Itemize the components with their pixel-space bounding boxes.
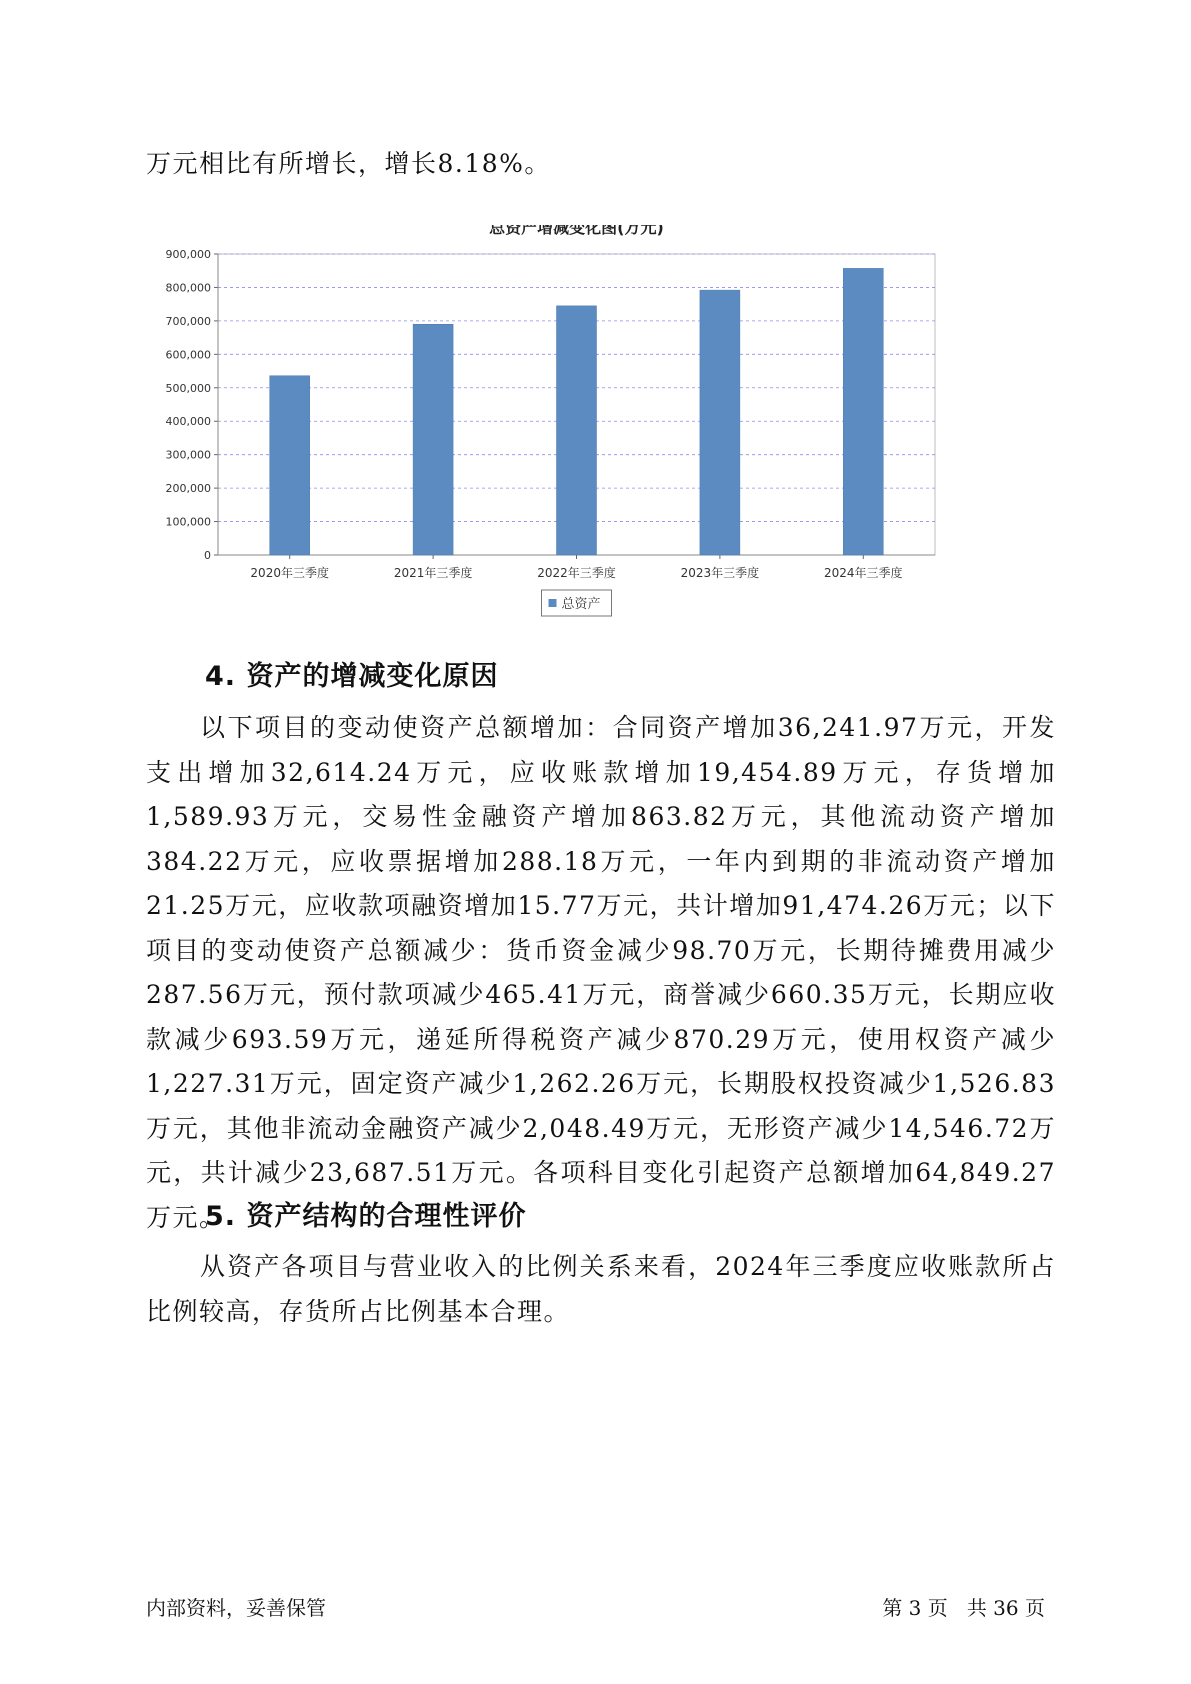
y-tick-label: 700,000 bbox=[165, 314, 211, 328]
y-tick-label: 900,000 bbox=[165, 248, 211, 261]
bar bbox=[843, 268, 883, 555]
legend-label: 总资产 bbox=[561, 597, 601, 612]
x-tick-label: 2024年三季度 bbox=[824, 566, 903, 580]
x-tick-label: 2021年三季度 bbox=[393, 566, 473, 580]
section-4-body: 以下项目的变动使资产总额增加：合同资产增加36,241.97万元，开发支出增加32,614.24万元，应收账款增加19,454.89万元，存货增加1,589.93万元，交易性金融资产增加863.82万元，其他流动资产增加384.22万元，应收票据增加288.18万元，一年内到期的非流动资产增加21.25万元，应收款项融资增加15.77万元，共计增加91,474.26万元；以下项目的变动使资产总额减少：货币资金减少98.70万元，长期待摊费用减少287.56万元，预付款项减少465.41万元，商誉减少660.35万元，长期应收款减少693.59万元，递延所得税资产减少870.29万元，使用权资产减少1,227.31万元，固定资产减少1,262.26万元，长期股权投资减少1,526.83万元，其他非流动金融资产减少2,048.49万元，无形资产减少14,546.72万元，共计减少23,687.51万元。各项科目变化引起资产总额增加64,849.27万元。 bbox=[146, 713, 1056, 1232]
legend-swatch bbox=[549, 599, 557, 607]
chart-title: 总资产增减变化图(万元) bbox=[489, 225, 664, 237]
bar bbox=[270, 376, 310, 555]
total-assets-chart bbox=[150, 225, 1030, 675]
section-4-heading: 4. 资产的增减变化原因 bbox=[205, 661, 499, 692]
y-tick-label: 400,000 bbox=[165, 415, 211, 429]
footer-confidential: 内部资料，妥善保管 bbox=[146, 1596, 326, 1620]
x-tick-label: 2023年三季度 bbox=[680, 566, 760, 580]
section-5-body: 从资产各项目与营业收入的比例关系来看，2024年三季度应收账款所占比例较高，存货所占比例基本合理。 bbox=[146, 1252, 1056, 1326]
footer-page-number: 第 3 页 共 36 页 bbox=[882, 1596, 1045, 1620]
y-tick-label: 600,000 bbox=[165, 348, 211, 362]
bar bbox=[700, 290, 740, 555]
y-tick-label: 800,000 bbox=[165, 281, 211, 295]
intro-paragraph-tail: 万元相比有所增长，增长8.18%。 bbox=[146, 149, 551, 178]
chart-svg bbox=[150, 225, 1030, 675]
x-tick-label: 2020年三季度 bbox=[250, 566, 329, 580]
y-tick-label: 300,000 bbox=[165, 448, 211, 462]
bar bbox=[413, 324, 453, 555]
bar bbox=[557, 306, 597, 555]
y-tick-label: 200,000 bbox=[165, 482, 211, 496]
x-tick-label: 2022年三季度 bbox=[537, 566, 616, 580]
y-tick-label: 100,000 bbox=[165, 515, 211, 529]
y-tick-label: 0 bbox=[204, 549, 211, 562]
section-5-heading: 5. 资产结构的合理性评价 bbox=[205, 1201, 527, 1232]
y-tick-label: 500,000 bbox=[165, 381, 211, 395]
